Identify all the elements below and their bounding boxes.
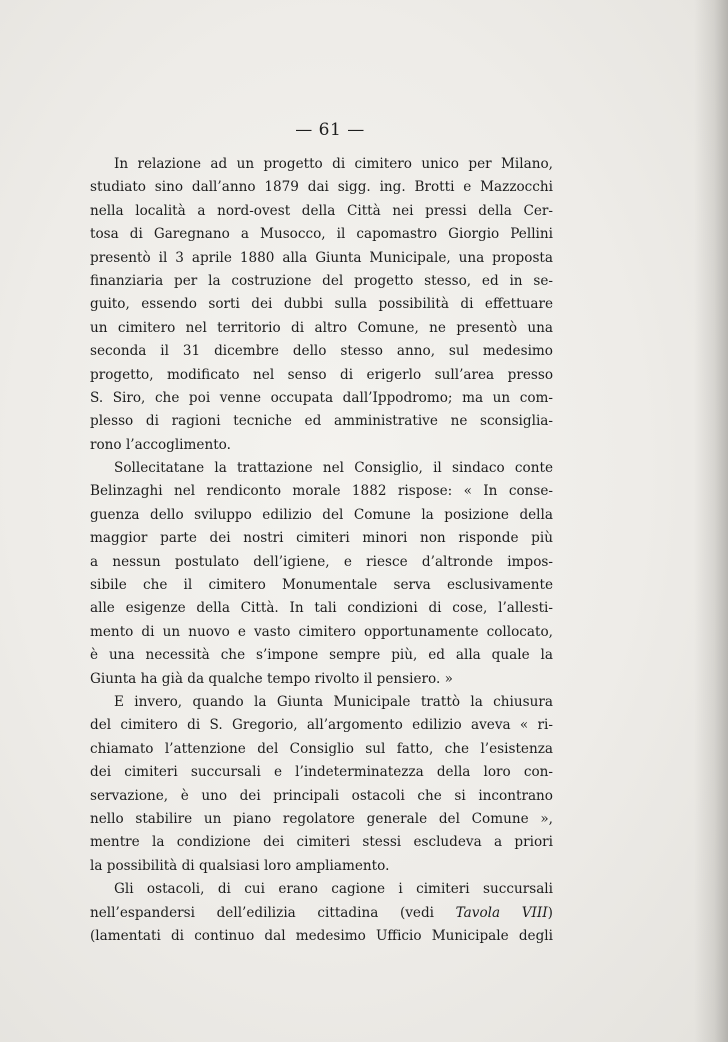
text-line: presentò il 3 aprile 1880 alla Giunta Municipale, una proposta <box>90 249 553 266</box>
text-line: seconda il 31 dicembre dello stesso anno, sul medesimo <box>90 343 553 360</box>
text-line <box>90 902 553 925</box>
text-line: rono l’accoglimento. <box>90 436 231 453</box>
paragraph <box>90 691 553 878</box>
text-segment: nell’espandersi dell’edilizia cittadina (vedi <box>90 904 456 921</box>
text-line: alle esigenze della Città. In tali condizioni di cose, l’allesti- <box>90 600 553 617</box>
text-line: nello stabilire un piano regolatore generale del Comune », <box>90 810 553 827</box>
text-line: sibile che il cimitero Monumentale serva esclusivamente <box>90 577 553 594</box>
text-line: guito, essendo sorti dei dubbi sulla possibilità di effettuare <box>90 296 553 313</box>
text-line: Belinzaghi nel rendiconto morale 1882 rispose: « In conse- <box>90 483 553 500</box>
text-line: (lamentati di continuo dal medesimo Ufficio Municipale degli <box>90 927 553 944</box>
text-line: Sollecitatane la trattazione nel Consiglio, il sindaco conte <box>114 460 553 477</box>
text-line: E invero, quando la Giunta Municipale trattò la chiusura <box>114 693 553 710</box>
text-line: maggior parte dei nostri cimiteri minori non risponde più <box>90 530 553 547</box>
text-line: S. Siro, che poi venne occupata dall’Ippodromo; ma un com- <box>90 389 553 406</box>
text-line: un cimitero nel territorio di altro Comune, ne presentò una <box>90 319 553 336</box>
text-line: finanziaria per la costruzione del progetto stesso, ed in se- <box>90 272 553 289</box>
text-line: del cimitero di S. Gregorio, all’argomento edilizio aveva « ri- <box>90 717 553 734</box>
text-line: servazione, è uno dei principali ostacoli che si incontrano <box>90 787 553 804</box>
text-line: Giunta ha già da qualche tempo rivolto il pensiero. » <box>90 670 453 687</box>
text-line: chiamato l’attenzione del Consiglio sul fatto, che l’esistenza <box>90 740 553 757</box>
page-number: — 61 — <box>295 120 365 140</box>
text-line: mento di un nuovo e vasto cimitero opportunamente collocato, <box>90 623 553 640</box>
text-line: la possibilità di qualsiasi loro ampliamento. <box>90 857 390 874</box>
body-text <box>90 153 553 948</box>
text-line: studiato sino dall’anno 1879 dai sigg. ing. Brotti e Mazzocchi <box>90 179 553 196</box>
text-line: nella località a nord-ovest della Città nei pressi della Cer- <box>90 202 553 219</box>
text-line: dei cimiteri succursali e l’indeterminatezza della loro con- <box>90 764 553 781</box>
paragraph <box>90 878 553 948</box>
plate-reference: Tavola VIII <box>455 904 548 921</box>
text-line: Gli ostacoli, di cui erano cagione i cimiteri succursali <box>114 881 553 898</box>
text-line: guenza dello sviluppo edilizio del Comune la posizione della <box>90 506 553 523</box>
text-line: plesso di ragioni tecniche ed amministrative ne sconsiglia- <box>90 413 553 430</box>
text-line: è una necessità che s’impone sempre più, ed alla quale la <box>90 647 553 664</box>
text-line: a nessun postulato dell’igiene, e riesce d’altronde impos- <box>90 553 553 570</box>
text-line: tosa di Garegnano a Musocco, il capomastro Giorgio Pellini <box>90 226 553 243</box>
page-edge-shadow <box>694 0 728 1042</box>
text-line: In relazione ad un progetto di cimitero unico per Milano, <box>114 156 553 172</box>
paragraph <box>90 457 553 691</box>
text-segment: ) <box>547 904 553 921</box>
paragraph <box>90 153 553 457</box>
text-line: progetto, modificato nel senso di erigerlo sull’area presso <box>90 366 553 383</box>
text-line: mentre la condizione dei cimiteri stessi escludeva a priori <box>90 834 553 851</box>
